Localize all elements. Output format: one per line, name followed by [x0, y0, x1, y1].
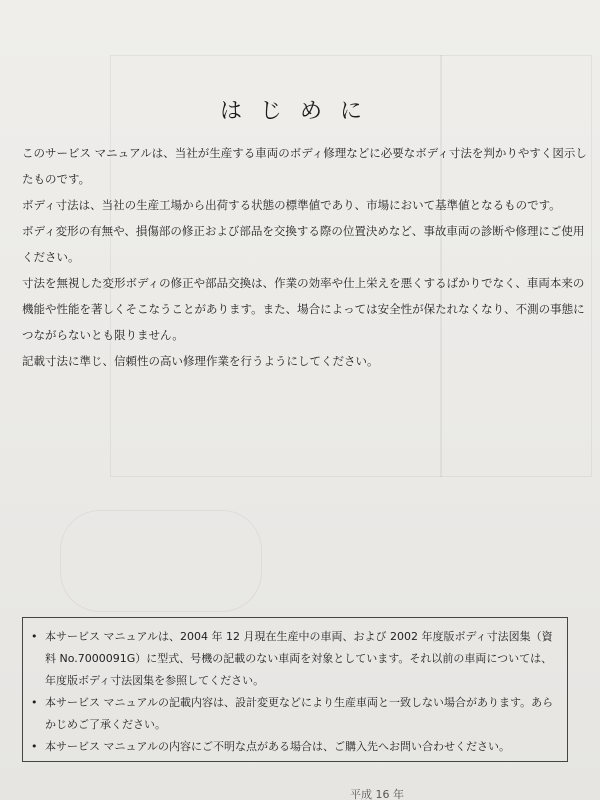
notice-item-text: 本サービス マニュアルの記載内容は、設計変更などにより生産車両と一致しない場合があります。あらかじめご了承ください。	[45, 696, 554, 731]
notice-item	[31, 692, 559, 736]
notice-item	[31, 626, 559, 692]
notice-item-text: 本サービス マニュアルの内容にご不明な点がある場合は、ご購入先へお問い合わせください。	[45, 740, 511, 753]
intro-paragraph: ボディ変形の有無や、損傷部の修正および部品を交換する際の位置決めなど、事故車両の診断や修理にご使用ください。	[22, 224, 585, 264]
intro-paragraph: このサービス マニュアルは、当社が生産する車両のボディ修理などに必要なボディ寸法を判かりやすく図示したものです。	[22, 146, 587, 186]
intro-paragraph: 寸法を無視した変形ボディの修正や部品交換は、作業の効率や仕上栄えを悪くするばかりでなく、車両本来の機能や性能を著しくそこなうことがあります。また、場合によっては安全性が保たれなくなり、不測の事態につながらないとも限りません。	[22, 276, 585, 342]
notice-list	[31, 626, 559, 758]
intro-text	[22, 140, 587, 374]
page-title: はじめに	[219, 99, 380, 124]
page-footer: 平成 16 年	[350, 788, 404, 800]
bleed-through-diagram	[60, 510, 262, 612]
bullet-icon: •	[31, 630, 38, 643]
bullet-icon: •	[31, 696, 38, 709]
intro-paragraph: ボディ寸法は、当社の生産工場から出荷する状態の標準値であり、市場において基準値となるものです。	[22, 198, 561, 212]
intro-paragraph: 記載寸法に準じ、信頼性の高い修理作業を行うようにしてください。	[22, 354, 379, 368]
bullet-icon: •	[31, 740, 38, 753]
notice-item	[31, 736, 559, 758]
notice-box	[22, 617, 568, 762]
notice-item-text: 本サービス マニュアルは、2004 年 12 月現在生産中の車両、および 2002 年度版ボディ寸法図集（資料 No.7000091G）に型式、号機の記載のない車両を対象としています。それ以前の車両については、年度版ボディ寸法図集を参照してください。	[45, 630, 553, 687]
